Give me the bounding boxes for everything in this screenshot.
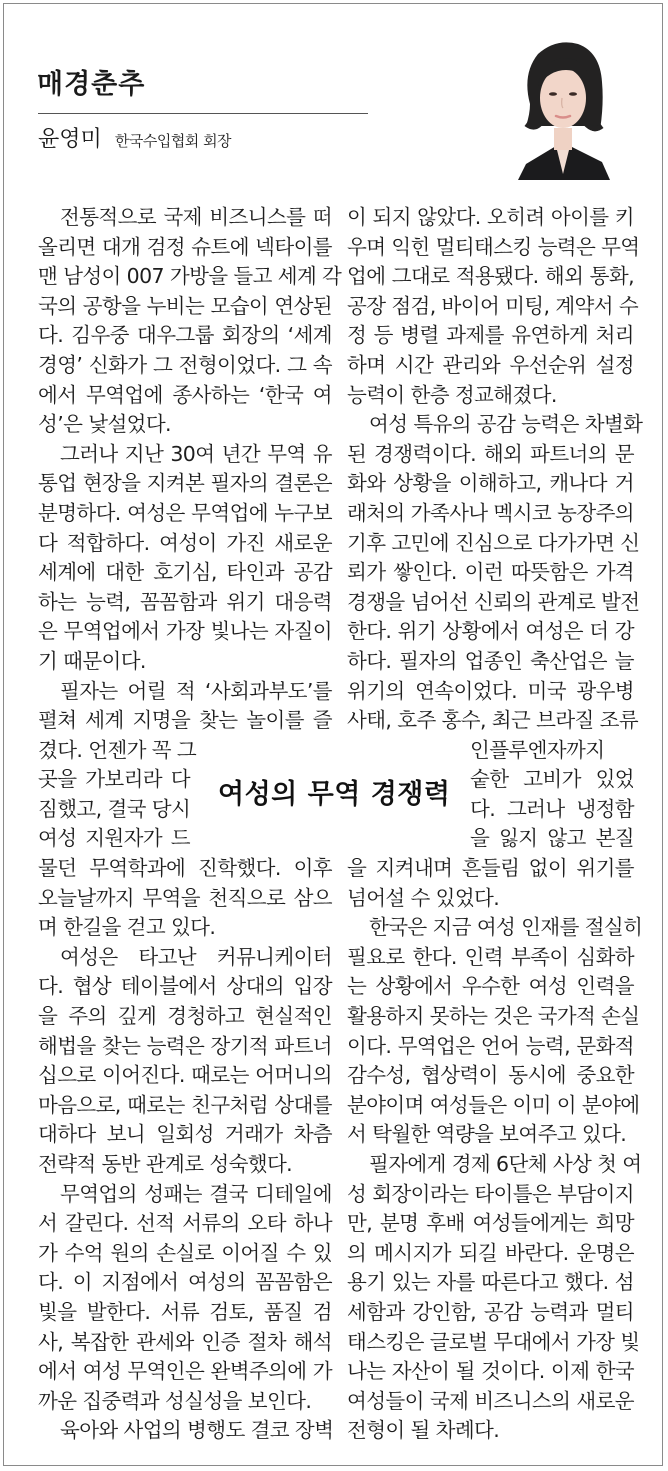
text-line: 여성 지원자가 드	[38, 826, 190, 851]
text-line: 여성들이 국제 비즈니스의 새로운	[347, 1388, 634, 1413]
text-line: 활용하지 못하는 것은 국가적 손실	[347, 1004, 640, 1029]
text-line: 다. 협상 테이블에서 상대의 입장	[38, 974, 332, 999]
text-line: 필자에게 경제 6단체 사상 첫 여	[369, 1152, 642, 1176]
text-line: 나는 자산이 될 것이다. 이제 한국	[347, 1359, 634, 1384]
text-line: 육아와 사업의 병행도 결코 장벽	[60, 1418, 334, 1443]
text-line: 정 등 병렬 과제를 유연하게 처리	[347, 323, 634, 348]
text-line: 은 무역업에서 가장 빛나는 자질이	[38, 619, 332, 644]
text-line: 며 한길을 걷고 있다.	[38, 915, 216, 940]
text-line: 한국은 지금 여성 인재를 절실히	[369, 915, 643, 940]
text-line: 에서 무역업에 종사하는 ‘한국 여	[38, 382, 332, 407]
text-line: 경영’ 신화가 그 전형이었다. 그 속	[38, 352, 332, 377]
text-line: 경쟁을 넘어선 신뢰의 관계로 발전	[347, 589, 640, 614]
byline	[38, 122, 231, 153]
text-line: 에서 여성 무역인은 완벽주의에 가	[38, 1359, 332, 1384]
author-name: 윤영미	[38, 127, 102, 152]
text-line: 성 회장이라는 타이틀은 부담이지	[347, 1181, 634, 1206]
text-line: 대하다 보니 일회성 거래가 차츰	[38, 1122, 332, 1147]
text-line: 펼쳐 세계 지명을 찾는 놀이를 즐	[38, 708, 332, 733]
text-line: 는 상황에서 우수한 여성 인력을	[347, 974, 634, 999]
text-line: 이 되지 않았다. 오히려 아이를 키	[347, 205, 634, 229]
text-line: 분명하다. 여성은 무역업에 누구보	[38, 500, 332, 525]
text-line: 넘어설 수 있었다.	[347, 885, 500, 910]
text-line: 서 탁월한 역량을 보여주고 있다.	[347, 1122, 627, 1147]
text-line: 전형이 될 차례다.	[347, 1418, 500, 1443]
text-line: 서 갈린다. 선적 서류의 오타 하나	[38, 1211, 332, 1236]
text-line: 기후 고민에 진심으로 다가가면 신	[347, 530, 640, 555]
text-line: 물던 무역학과에 진학했다. 이후	[38, 856, 332, 881]
text-line: 그러나 지난 30여 년간 무역 유	[60, 441, 332, 466]
text-line: 통업 현장을 지켜본 필자의 결론은	[38, 471, 332, 496]
text-line: 용기 있는 자를 따른다고 했다. 섬	[347, 1270, 634, 1295]
text-line: 마음으로, 때로는 친구처럼 상대를	[38, 1092, 332, 1117]
text-line: 여성은 타고난 커뮤니케이터	[60, 944, 332, 969]
text-line: 래처의 가족사나 멕시코 농장주의	[347, 500, 634, 525]
text-line: 오늘날까지 무역을 천직으로 삼으	[38, 885, 332, 910]
text-line: 하며 시간 관리와 우선순위 설정	[347, 352, 634, 377]
text-line: 다. 그러나 냉정함	[470, 796, 634, 821]
text-line: 필요로 한다. 인력 부족이 심화하	[347, 944, 634, 969]
text-line: 사, 복잡한 관세와 인증 절차 해석	[38, 1329, 332, 1354]
text-line: 만, 분명 후배 여성들에게는 희망	[347, 1211, 634, 1236]
text-line: 겼다. 언젠가 꼭 그	[38, 737, 197, 762]
text-line: 위기의 연속이었다. 미국 광우병	[347, 678, 634, 703]
author-affiliation: 한국수입협회 회장	[114, 132, 232, 150]
text-line: 기 때문이다.	[38, 648, 146, 673]
text-line: 성’은 낯설었다.	[38, 412, 171, 437]
text-line: 사태, 호주 홍수, 최근 브라질 조류	[347, 708, 639, 733]
text-line: 전략적 동반 관계로 성숙했다.	[38, 1152, 293, 1176]
text-line: 필자는 어릴 적 ‘사회과부도’를	[60, 678, 332, 703]
text-line: 을 주의 깊게 경청하고 현실적인	[38, 1004, 332, 1029]
text-line: 곳을 가보리라 다	[38, 767, 190, 792]
text-line: 다 적합하다. 여성이 가진 새로운	[38, 530, 332, 555]
text-line: 다. 김우중 대우그룹 회장의 ‘세계	[38, 323, 332, 348]
text-line: 숱한 고비가 있었	[470, 767, 634, 792]
header-divider	[38, 113, 368, 114]
text-line: 짐했고, 결국 당시	[38, 796, 191, 821]
text-line: 인플루엔자까지	[470, 737, 605, 762]
article-headline: 여성의 무역 경쟁력	[218, 779, 451, 810]
text-line: 한다. 위기 상황에서 여성은 더 강	[347, 619, 634, 644]
text-line: 빛을 발한다. 서류 검토, 품질 검	[38, 1299, 332, 1324]
text-line: 업에 그대로 적용됐다. 해외 통화,	[347, 264, 634, 289]
text-line: 능력이 한층 정교해졌다.	[347, 382, 557, 407]
text-line: 올리면 대개 검정 슈트에 넥타이를	[38, 234, 332, 259]
text-line: 다. 이 지점에서 여성의 꼼꼼함은	[38, 1270, 332, 1295]
text-line: 된 경쟁력이다. 해외 파트너의 문	[347, 441, 634, 466]
text-line: 전통적으로 국제 비즈니스를 떠	[60, 205, 332, 229]
text-line: 을 지켜내며 흔들림 없이 위기를	[347, 856, 634, 881]
column-title: 매경춘추	[37, 69, 146, 100]
text-line: 우며 익힌 멀티태스킹 능력은 무역	[347, 234, 640, 259]
text-line: 세계에 대한 호기심, 타인과 공감	[38, 560, 332, 585]
author-photo	[516, 34, 610, 180]
text-line: 가 수억 원의 손실로 이어질 수 있	[38, 1240, 332, 1265]
text-line: 뢰가 쌓인다. 이런 따뜻함은 가격	[347, 560, 634, 585]
text-line: 태스킹은 글로벌 무대에서 가장 빛	[347, 1329, 640, 1354]
text-line: 하다. 필자의 업종인 축산업은 늘	[347, 648, 634, 673]
text-line: 화와 상황을 이해하고, 캐나다 거	[347, 471, 634, 496]
text-line: 공장 점검, 바이어 미팅, 계약서 수	[347, 293, 639, 318]
text-line: 무역업의 성패는 결국 디테일에	[60, 1181, 332, 1206]
text-line: 맨 남성이 007 가방을 들고 세계 각	[38, 264, 342, 289]
text-line: 분야이며 여성들은 이미 이 분야에	[347, 1092, 640, 1117]
text-line: 을 잃지 않고 본질	[470, 826, 634, 851]
text-line: 십으로 이어진다. 때로는 어머니의	[38, 1063, 332, 1088]
article-column-2	[347, 203, 643, 1446]
text-line: 해법을 찾는 능력은 장기적 파트너	[38, 1033, 332, 1058]
text-line: 이다. 무역업은 언어 능력, 문화적	[347, 1033, 634, 1058]
text-line: 하는 능력, 꼼꼼함과 위기 대응력	[38, 589, 332, 614]
text-line: 의 메시지가 되길 바란다. 운명은	[347, 1240, 634, 1265]
text-line: 세함과 강인함, 공감 능력과 멀티	[347, 1299, 634, 1324]
text-line: 여성 특유의 공감 능력은 차별화	[369, 412, 643, 437]
text-line: 국의 공항을 누비는 모습이 연상된	[38, 293, 332, 318]
text-line: 감수성, 협상력이 동시에 중요한	[347, 1063, 634, 1088]
text-line: 까운 집중력과 성실성을 보인다.	[38, 1388, 312, 1413]
